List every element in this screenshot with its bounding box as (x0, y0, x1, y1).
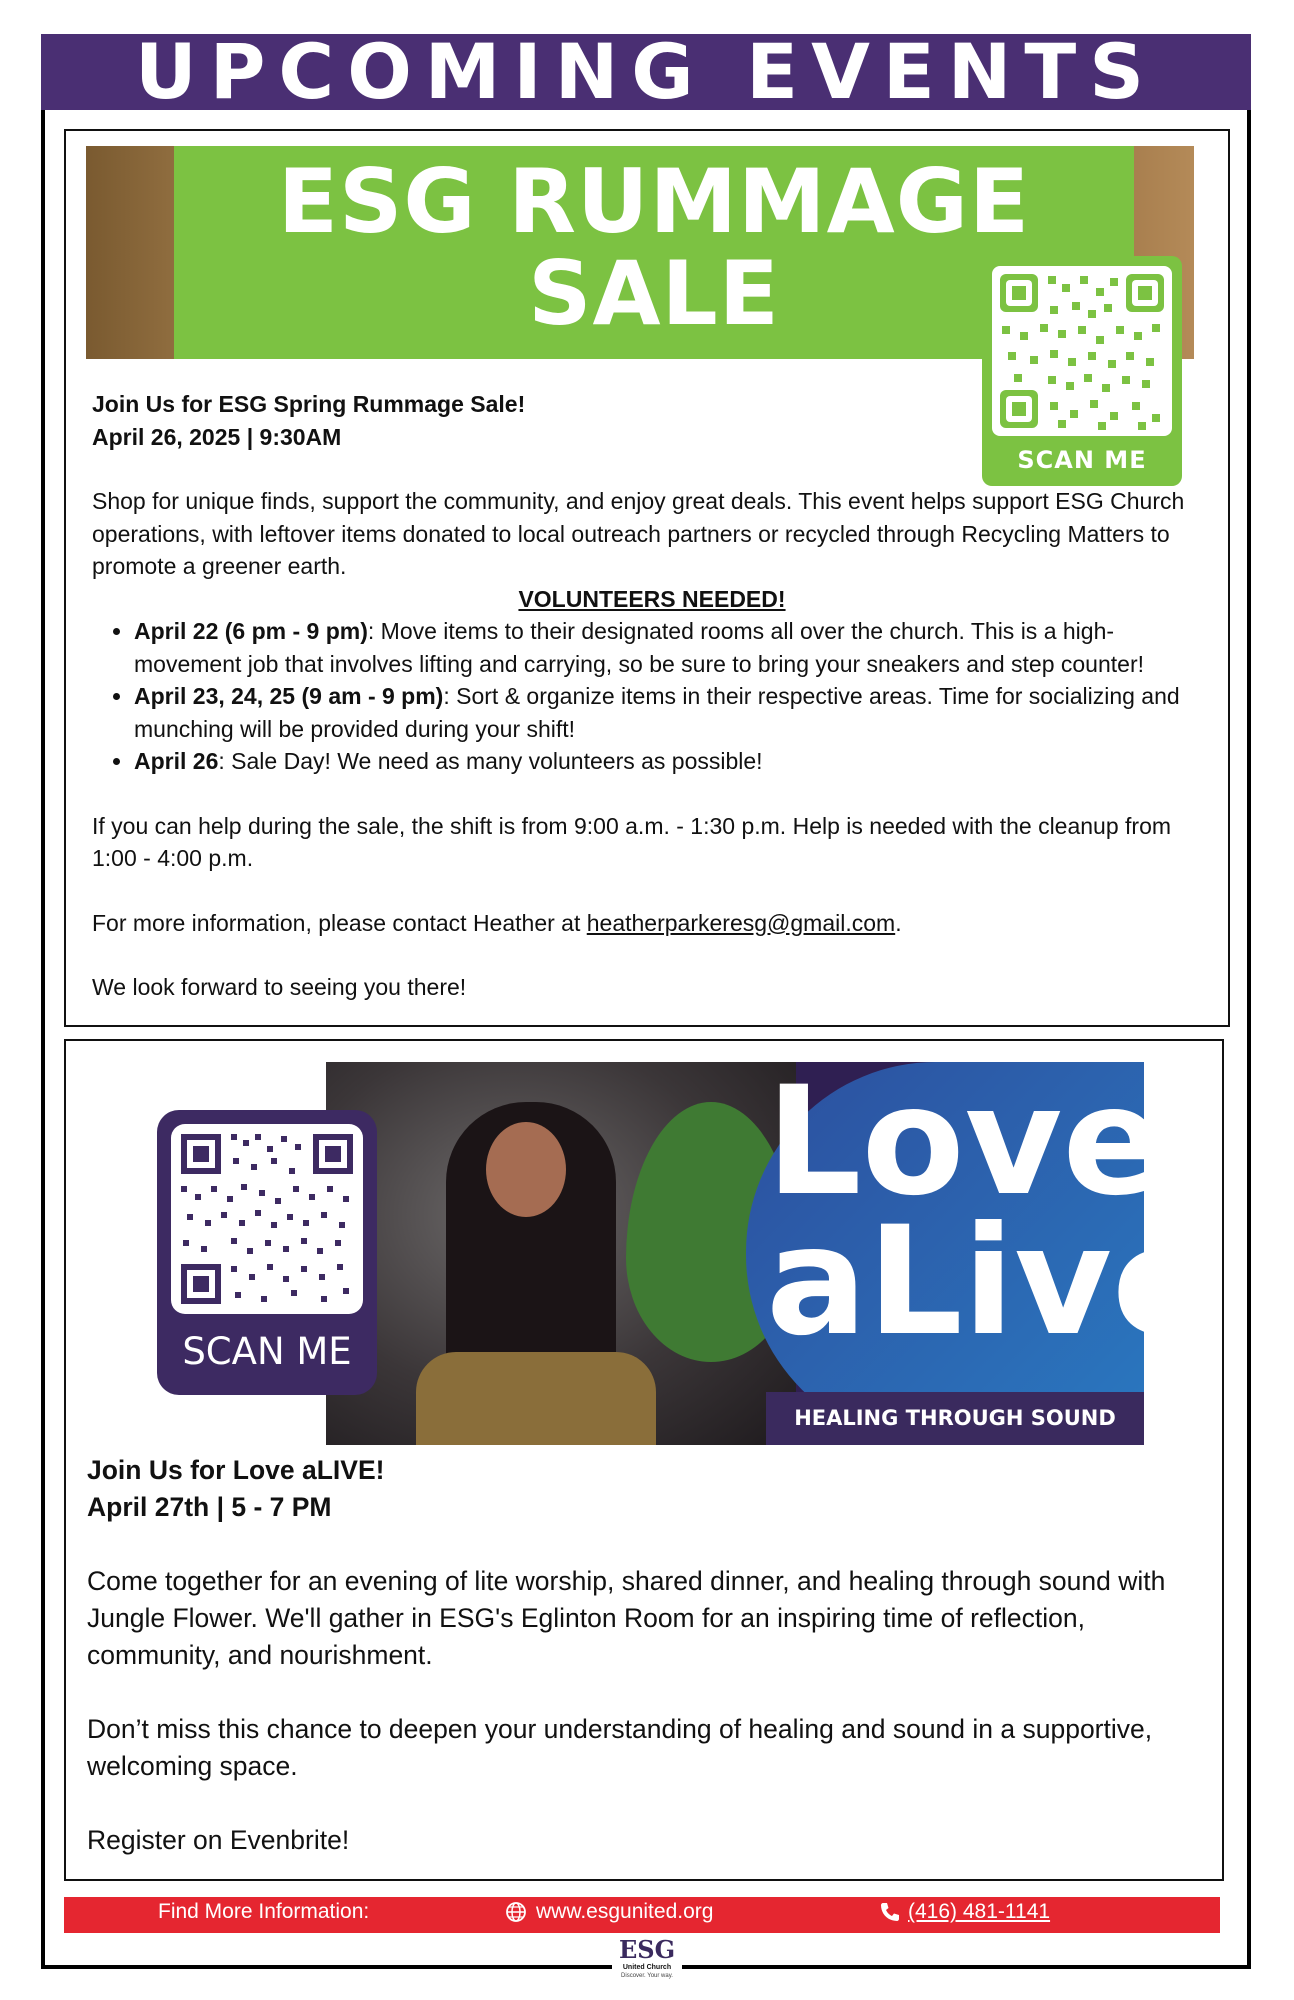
rummage-contact (92, 907, 1212, 940)
logo-line3: Discover. Your way. (621, 1973, 673, 1979)
volunteer-shift-time: April 22 (6 pm - 9 pm) (134, 618, 368, 644)
rummage-closing: We look forward to seeing you there! (92, 974, 467, 1000)
globe-icon (504, 1897, 528, 1927)
rummage-qr-label: SCAN ME (1017, 446, 1147, 474)
volunteer-shift-text: : Sale Day! We need as many volunteers as possible! (218, 748, 763, 774)
list-item (134, 615, 1212, 680)
love-alive-qr-code[interactable] (157, 1110, 377, 1395)
love-alive-title-line1: Love (766, 1055, 1165, 1229)
love-alive-description: Come together for an evening of lite worship, shared dinner, and healing through sound with Jungle Flower. We'll gather in ESG's Eglinton Room for an inspiring time of reflection, community, and nourishment. (87, 1566, 1166, 1670)
rummage-sale-details (92, 388, 1212, 1004)
logo-line2: United Church (622, 1964, 672, 1971)
rummage-description: Shop for unique finds, support the community, and enjoy great deals. This event helps support ESG Church operations, with leftover items donated to local outreach partners or recycled through Recycling Matters to promote a greener earth. (92, 488, 1185, 579)
love-alive-qr-label: SCAN ME (182, 1330, 352, 1373)
volunteer-shift-time: April 23, 24, 25 (9 am - 9 pm) (134, 683, 444, 709)
footer-label: Find More Information: (158, 1900, 370, 1923)
love-alive-banner (326, 1055, 1214, 1445)
rummage-heading: Join Us for ESG Spring Rummage Sale! (92, 391, 526, 417)
love-alive-date: April 27th | 5 - 7 PM (87, 1492, 332, 1522)
rummage-date: April 26, 2025 | 9:30AM (92, 423, 342, 450)
love-alive-subtitle: HEALING THROUGH SOUND (794, 1406, 1116, 1430)
footer-website-link[interactable]: www.esgunited.org (536, 1900, 714, 1923)
phone-icon (878, 1897, 902, 1927)
list-item (134, 745, 1212, 778)
rummage-banner-title-line2: SALE (528, 242, 780, 345)
love-alive-encouragement: Don’t miss this chance to deepen your understanding of healing and sound in a supportive, welcoming space. (87, 1714, 1153, 1781)
contact-suffix: . (895, 909, 902, 936)
performer-face (486, 1122, 566, 1217)
love-alive-title-line2: aLive (766, 1195, 1214, 1369)
rummage-shift-info: If you can help during the sale, the shift is from 9:00 a.m. - 1:30 p.m. Help is needed with the cleanup from 1:00 - 4:00 p.m. (92, 812, 1172, 871)
list-item (134, 680, 1212, 745)
page-title: UPCOMING EVENTS (135, 27, 1157, 116)
footer-bar (64, 1897, 1220, 1933)
love-alive-details (87, 1452, 1207, 1859)
contact-prefix: For more information, please contact Heather at (92, 909, 587, 936)
volunteers-heading: VOLUNTEERS NEEDED! (518, 585, 786, 612)
love-alive-logo-text (766, 1055, 1214, 1369)
volunteer-shift-time: April 26 (134, 748, 219, 774)
esg-logo (612, 1937, 682, 1997)
love-alive-heading: Join Us for Love aLIVE! (87, 1455, 385, 1485)
qr-code-icon (171, 1124, 363, 1314)
volunteer-shift-text: : Move items to their designated rooms all over the church. This is a high-movement job that involves lifting and carrying, so be sure to bring your sneakers and step counter! (134, 618, 1144, 677)
page-header (41, 27, 1251, 116)
love-alive-register: Register on Evenbrite! (87, 1825, 350, 1855)
contact-email-link[interactable]: heatherparkeresg@gmail.com (586, 909, 896, 936)
logo-name: ESG (618, 1935, 676, 1964)
performer-skirt (416, 1352, 656, 1445)
rummage-banner-title-line1: ESG RUMMAGE (277, 150, 1031, 253)
footer-phone-link[interactable]: (416) 481-1141 (908, 1900, 1051, 1923)
volunteer-shift-text: : Sort & organize items in their respective areas. Time for socializing and munching will be provided during your shift! (134, 683, 1180, 742)
volunteer-list (92, 615, 1212, 778)
